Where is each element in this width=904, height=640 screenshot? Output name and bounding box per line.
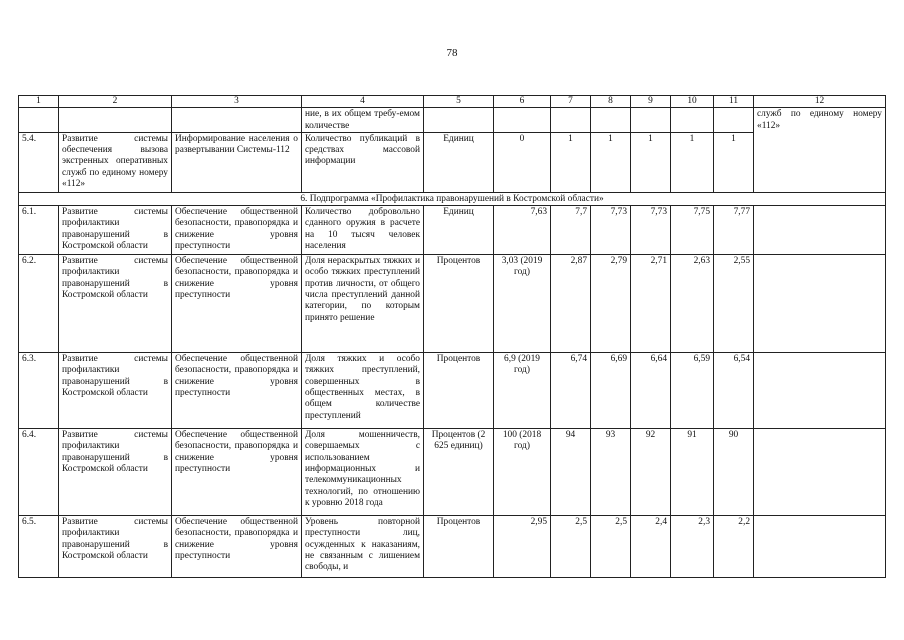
value-cell: 7,75 <box>671 206 714 255</box>
unit-cell: Процентов <box>424 255 494 353</box>
value-cell: 1 <box>591 132 631 192</box>
value-cell: 2,5 <box>591 516 631 578</box>
value-cell: 7,73 <box>631 206 671 255</box>
measure-cell: Обеспечение общественной безопасности, правопорядка и снижение уровня преступности <box>172 516 302 578</box>
measure-cell: Обеспечение общественной безопасности, правопорядка и снижение уровня преступности <box>172 206 302 255</box>
program-cell: Развитие системы профилактики правонарушений в Костромской области <box>59 516 172 578</box>
section-row <box>19 192 886 205</box>
section-title: 6. Подпрограмма «Профилактика правонарушений в Костромской области» <box>19 192 886 205</box>
column-number: 4 <box>302 96 424 108</box>
table-row <box>19 206 886 255</box>
value-cell: 92 <box>631 429 671 516</box>
indicator-cell: Количество добровольно сданного оружия в расчете на 10 тысяч человек населения <box>302 206 424 255</box>
program-cell: Развитие системы профилактики правонарушений в Костромской области <box>59 353 172 429</box>
measure-cell: Обеспечение общественной безопасности, правопорядка и снижение уровня преступности <box>172 353 302 429</box>
cell <box>754 255 886 353</box>
row-number: 6.5. <box>19 516 59 578</box>
table-row <box>19 516 886 578</box>
value-cell: 6,59 <box>671 353 714 429</box>
page-number: 78 <box>446 47 458 59</box>
value-cell: 6,64 <box>631 353 671 429</box>
value-cell: 2,4 <box>631 516 671 578</box>
value-cell: 90 <box>714 429 754 516</box>
value-cell: 2,79 <box>591 255 631 353</box>
indicators-table <box>18 95 886 578</box>
value-cell: 2,3 <box>671 516 714 578</box>
measure-cell: Информирование населения о развертывании Системы-112 <box>172 132 302 192</box>
cell <box>424 108 494 133</box>
column-number: 11 <box>714 96 754 108</box>
program-cell: Развитие системы профилактики правонарушений в Костромской области <box>59 255 172 353</box>
cell <box>551 108 591 133</box>
value-cell: 93 <box>591 429 631 516</box>
cell <box>714 108 754 133</box>
column-number: 9 <box>631 96 671 108</box>
value-cell: 1 <box>714 132 754 192</box>
table-row <box>19 353 886 429</box>
value-cell: 6,9 (2019 год) <box>494 353 551 429</box>
indicator-cell: Количество публикаций в средствах массовой информации <box>302 132 424 192</box>
column-number: 10 <box>671 96 714 108</box>
value-cell: 6,54 <box>714 353 754 429</box>
measure-cell: Обеспечение общественной безопасности, правопорядка и снижение уровня преступности <box>172 255 302 353</box>
column-number-row <box>19 96 886 108</box>
row-number: 6.4. <box>19 429 59 516</box>
value-cell: 6,74 <box>551 353 591 429</box>
cell <box>172 108 302 133</box>
value-cell: 94 <box>551 429 591 516</box>
note-cell: служб по единому номеру «112» <box>754 108 886 193</box>
program-cell: Развитие системы профилактики правонарушений в Костромской области <box>59 429 172 516</box>
cell <box>59 108 172 133</box>
column-number: 6 <box>494 96 551 108</box>
value-cell: 7,63 <box>494 206 551 255</box>
indicator-cell: ние, в их общем требу-емом количестве <box>302 108 424 133</box>
cell <box>591 108 631 133</box>
column-number: 1 <box>19 96 59 108</box>
value-cell: 1 <box>551 132 591 192</box>
cell <box>754 353 886 429</box>
unit-cell: Единиц <box>424 206 494 255</box>
unit-cell: Единиц <box>424 132 494 192</box>
column-number: 8 <box>591 96 631 108</box>
value-cell: 6,69 <box>591 353 631 429</box>
cell <box>631 108 671 133</box>
value-cell: 91 <box>671 429 714 516</box>
indicator-cell: Доля мошенничеств, совершаемых с использованием информационных и телекоммуникационных технологий, по отношению к уровню 2018 года <box>302 429 424 516</box>
unit-cell: Процентов <box>424 516 494 578</box>
value-cell: 2,71 <box>631 255 671 353</box>
table-row <box>19 255 886 353</box>
value-cell: 100 (2018 год) <box>494 429 551 516</box>
program-cell: Развитие системы профилактики правонарушений в Костромской области <box>59 206 172 255</box>
row-number: 6.1. <box>19 206 59 255</box>
value-cell: 2,2 <box>714 516 754 578</box>
indicator-cell: Уровень повторной преступности лиц, осужденных к наказаниям, не связанным с лишением свободы, и <box>302 516 424 578</box>
value-cell: 2,55 <box>714 255 754 353</box>
unit-cell: Процентов <box>424 353 494 429</box>
table-row <box>19 429 886 516</box>
row-number: 6.2. <box>19 255 59 353</box>
cell <box>494 108 551 133</box>
cell <box>754 516 886 578</box>
column-number: 7 <box>551 96 591 108</box>
program-cell: Развитие системы обеспечения вызова экстренных оперативных служб по единому номеру «112» <box>59 132 172 192</box>
cell <box>754 206 886 255</box>
measure-cell: Обеспечение общественной безопасности, правопорядка и снижение уровня преступности <box>172 429 302 516</box>
indicator-cell: Доля нераскрытых тяжких и особо тяжких преступлений против личности, от общего числа преступлений данной категории, по которым принято решение <box>302 255 424 353</box>
value-cell: 2,87 <box>551 255 591 353</box>
cell <box>19 108 59 133</box>
column-number: 2 <box>59 96 172 108</box>
column-number: 5 <box>424 96 494 108</box>
row-number: 6.3. <box>19 353 59 429</box>
value-cell: 7,77 <box>714 206 754 255</box>
value-cell: 2,95 <box>494 516 551 578</box>
table-row-continuation <box>19 108 886 133</box>
cell <box>671 108 714 133</box>
value-cell: 1 <box>671 132 714 192</box>
value-cell: 2,63 <box>671 255 714 353</box>
value-cell: 7,73 <box>591 206 631 255</box>
value-cell: 3,03 (2019 год) <box>494 255 551 353</box>
column-number: 12 <box>754 96 886 108</box>
value-cell: 0 <box>494 132 551 192</box>
indicator-cell: Доля тяжких и особо тяжких преступлений, совершенных в общественных местах, в общем количестве преступлений <box>302 353 424 429</box>
value-cell: 7,7 <box>551 206 591 255</box>
value-cell: 2,5 <box>551 516 591 578</box>
row-number: 5.4. <box>19 132 59 192</box>
cell <box>754 429 886 516</box>
value-cell: 1 <box>631 132 671 192</box>
unit-cell: Процентов (2 625 единиц) <box>424 429 494 516</box>
column-number: 3 <box>172 96 302 108</box>
